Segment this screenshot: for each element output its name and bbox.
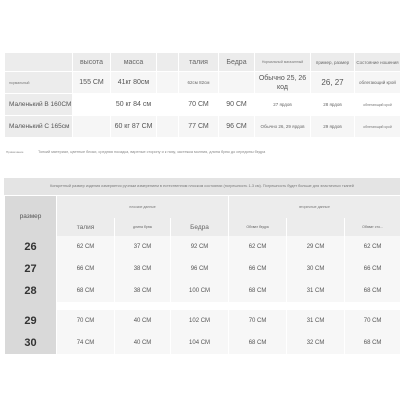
col-waist: талия [57,218,115,236]
note-label: Примечание [6,150,24,154]
cell-waist: 66 СМ [57,258,115,280]
col-hip-girth: Обхват бедра [229,218,287,236]
cell-hips: 96 СМ [171,258,229,280]
cell-store-size: Обычно 26, 29 ярдов [255,116,311,138]
column-header-row [5,218,400,236]
cell-waist: 62см 82см [179,72,219,94]
cell-foot-girth: 68 СМ [345,332,400,354]
table-row [5,258,400,280]
row-label: нормальный [5,72,73,94]
group-secondary-data: вторичные данные [229,196,400,218]
header-waist: талия [179,53,219,72]
cell-foot-girth: 62 СМ [345,236,400,258]
cell-length: 40 СМ [115,332,171,354]
cell-length: 37 СМ [115,236,171,258]
cell-waist: 70 СМ [179,94,219,116]
header-height: высота [73,53,111,72]
header-hips: Бедра [219,53,255,72]
table-row [5,236,400,258]
cell-foot-girth: 66 СМ [345,258,400,280]
table-row [5,116,400,138]
header-wear-state: Состояние ношения [355,53,400,72]
cell-example-size: 29 ярдов [311,116,355,138]
cell-foot-girth: 70 СМ [345,310,400,332]
cell-hip-girth: 62 СМ [229,236,287,258]
header-normal-store: Нормальный магазинный [255,53,311,72]
cell-waist: 68 СМ [57,280,115,302]
cell-hip-girth: 68 СМ [229,332,287,354]
cell-hips: 102 СМ [171,310,229,332]
cell-extra: 32 СМ [287,332,345,354]
table-row [5,94,400,116]
cell-hips: 104 СМ [171,332,229,354]
header-row [5,53,400,72]
cell-example-size: 28 ярдов [311,94,355,116]
cell-weight: 41кг 80см [111,72,157,94]
cell-wear-state: облегающий крой [355,116,400,138]
group-header-row [5,196,400,218]
row-label: Маленький B 160СМ [5,94,73,116]
table-row [5,280,400,302]
cell-length: 40 СМ [115,310,171,332]
cell-height [73,116,111,138]
group-flat-data: плоские данные [57,196,229,218]
cell-hips: 96 СМ [219,116,255,138]
col-foot-girth: Обхват сто... [345,218,400,236]
cell-hip-girth: 70 СМ [229,310,287,332]
cell-weight: 50 кг 84 см [111,94,157,116]
cell-blank [157,72,179,94]
table-row [5,72,400,94]
product-size-table [4,196,400,354]
row-gap [5,302,400,310]
col-hips: Бедра [171,218,229,236]
note-text: Тонкий материал, цветные блоки, средняя посадка, вареные сторону и к низу, застежка молния, длина брюк до середины бедра [38,150,266,154]
cell-height [73,94,111,116]
col-blank [287,218,345,236]
cell-extra: 29 СМ [287,236,345,258]
cell-weight: 60 кг 87 СМ [111,116,157,138]
cell-blank [157,116,179,138]
cell-extra: 31 СМ [287,310,345,332]
cell-foot-girth: 68 СМ [345,280,400,302]
table-row [5,310,400,332]
cell-hips [219,72,255,94]
header-blank [157,53,179,72]
size-value: 28 [5,280,57,302]
cell-hips: 90 СМ [219,94,255,116]
size-value: 29 [5,310,57,332]
cell-blank [157,94,179,116]
header-empty [5,53,73,72]
cell-wear-state: облегающий крой [355,94,400,116]
size-value: 30 [5,332,57,354]
body-measurement-table [4,52,400,138]
cell-waist: 70 СМ [57,310,115,332]
cell-waist: 77 СМ [179,116,219,138]
cell-length: 38 СМ [115,280,171,302]
cell-hip-girth: 68 СМ [229,280,287,302]
note-row [4,140,400,164]
header-weight: масса [111,53,157,72]
cell-height: 155 СМ [73,72,111,94]
table-row [5,332,400,354]
cell-hips: 100 СМ [171,280,229,302]
size-value: 27 [5,258,57,280]
cell-length: 38 СМ [115,258,171,280]
measurement-caption: Конкретный размер изделия измеряется ручным измерением в естественном плоском состоянии (погрешность 1-3 см). Погрешность будет больше для эластичных тканей [4,178,400,195]
row-label: Маленький С 165см [5,116,73,138]
cell-waist: 62 СМ [57,236,115,258]
cell-extra: 30 СМ [287,258,345,280]
cell-example-size: 26, 27 [311,72,355,94]
header-example-size: пример, размер [311,53,355,72]
cell-waist: 74 СМ [57,332,115,354]
cell-store-size: 27 ярдов [255,94,311,116]
cell-wear-state: облегающий крой [355,72,400,94]
size-value: 26 [5,236,57,258]
cell-extra: 31 СМ [287,280,345,302]
size-header: размер [5,196,57,236]
col-length: длина брюк [115,218,171,236]
cell-hip-girth: 66 СМ [229,258,287,280]
cell-hips: 92 СМ [171,236,229,258]
cell-store-size: Обычно 25, 26 код [255,72,311,94]
